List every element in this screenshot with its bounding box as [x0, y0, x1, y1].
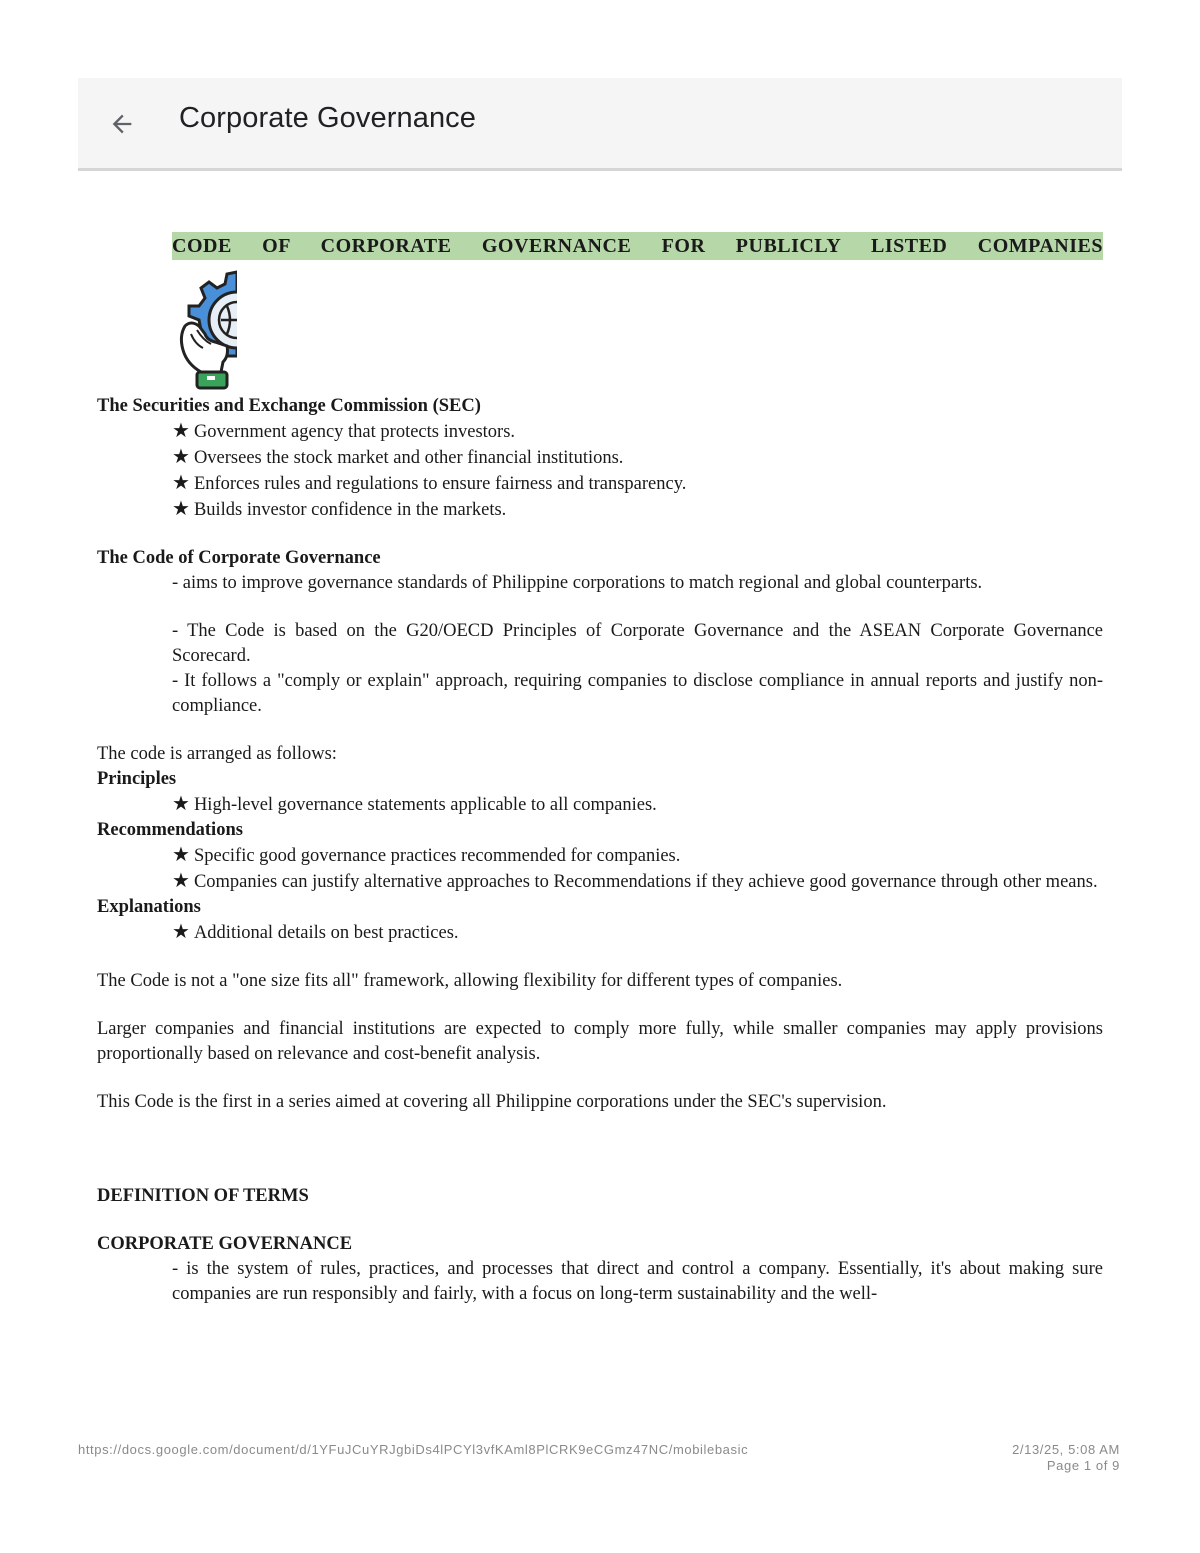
list-item: ★ Companies can justify alternative approaches to Recommendations if they achieve good governance through other means. [172, 870, 1098, 892]
paragraph: The Code is not a "one size fits all" framework, allowing flexibility for different types of companies. [97, 971, 843, 991]
document-body [97, 232, 1103, 1307]
star-bullet-icon: ★ [172, 498, 190, 520]
list-item: ★ High-level governance statements applicable to all companies. [172, 793, 657, 815]
list-item: ★ Builds investor confidence in the markets. [172, 498, 507, 520]
code-heading: The Code of Corporate Governance [97, 548, 381, 568]
recommendations-heading: Recommendations [97, 820, 243, 840]
star-bullet-icon: ★ [172, 446, 190, 468]
footer-page-number: Page 1 of 9 [1046, 1458, 1120, 1473]
footer-url: https://docs.google.com/document/d/1YFuJCuYRJgbiDs4lPCYl3vfKAml8PlCRK9eCGmz47NC/mobilebasic [78, 1442, 749, 1457]
paragraph: This Code is the first in a series aimed at covering all Philippine corporations under the SEC's supervision. [97, 1092, 887, 1112]
hand-gear-globe-icon [177, 264, 237, 394]
footer-meta [1012, 1442, 1120, 1474]
document-title: Corporate Governance [179, 102, 476, 134]
code-paragraph: - aims to improve governance standards of Philippine corporations to match regional and global counterparts. [172, 573, 983, 593]
star-bullet-icon: ★ [172, 844, 190, 866]
code-paragraph: - The Code is based on the G20/OECD Principles of Corporate Governance and the ASEAN Corporate Governance Scorecard. [172, 621, 1103, 666]
app-bar [78, 78, 1122, 171]
star-bullet-icon: ★ [172, 870, 190, 892]
arranged-intro: The code is arranged as follows: [97, 744, 337, 764]
code-paragraph: - It follows a "comply or explain" approach, requiring companies to disclose compliance in annual reports and justify non-compliance. [172, 671, 1103, 716]
list-item: ★ Enforces rules and regulations to ensure fairness and transparency. [172, 472, 687, 494]
list-item: ★ Oversees the stock market and other financial institutions. [172, 446, 624, 468]
arrow-left-icon [108, 110, 136, 138]
star-bullet-icon: ★ [172, 420, 190, 442]
sec-heading: The Securities and Exchange Commission (SEC) [97, 396, 481, 416]
star-bullet-icon: ★ [172, 921, 190, 943]
term-definition: - is the system of rules, practices, and processes that direct and control a company. Essentially, it's about making sure companies are run responsibly and fairly, with a focus on long-term sustainability and the well- [172, 1259, 1103, 1304]
list-item: ★ Specific good governance practices recommended for companies. [172, 844, 681, 866]
document-banner-heading: CODE OF CORPORATE GOVERNANCE FOR PUBLICLY LISTED COMPANIES [172, 232, 1103, 260]
back-button[interactable] [106, 108, 138, 140]
star-bullet-icon: ★ [172, 472, 190, 494]
principles-heading: Principles [97, 769, 177, 789]
term-heading: CORPORATE GOVERNANCE [97, 1234, 353, 1254]
explanations-heading: Explanations [97, 897, 201, 917]
star-bullet-icon: ★ [172, 793, 190, 815]
list-item: ★ Government agency that protects investors. [172, 420, 516, 442]
footer-datetime: 2/13/25, 5:08 AM [1012, 1442, 1120, 1457]
list-item: ★ Additional details on best practices. [172, 921, 459, 943]
definitions-heading: DEFINITION OF TERMS [97, 1186, 309, 1206]
paragraph: Larger companies and financial institutions are expected to comply more fully, while smaller companies may apply provisions proportionally based on relevance and cost-benefit analysis. [97, 1019, 1103, 1064]
